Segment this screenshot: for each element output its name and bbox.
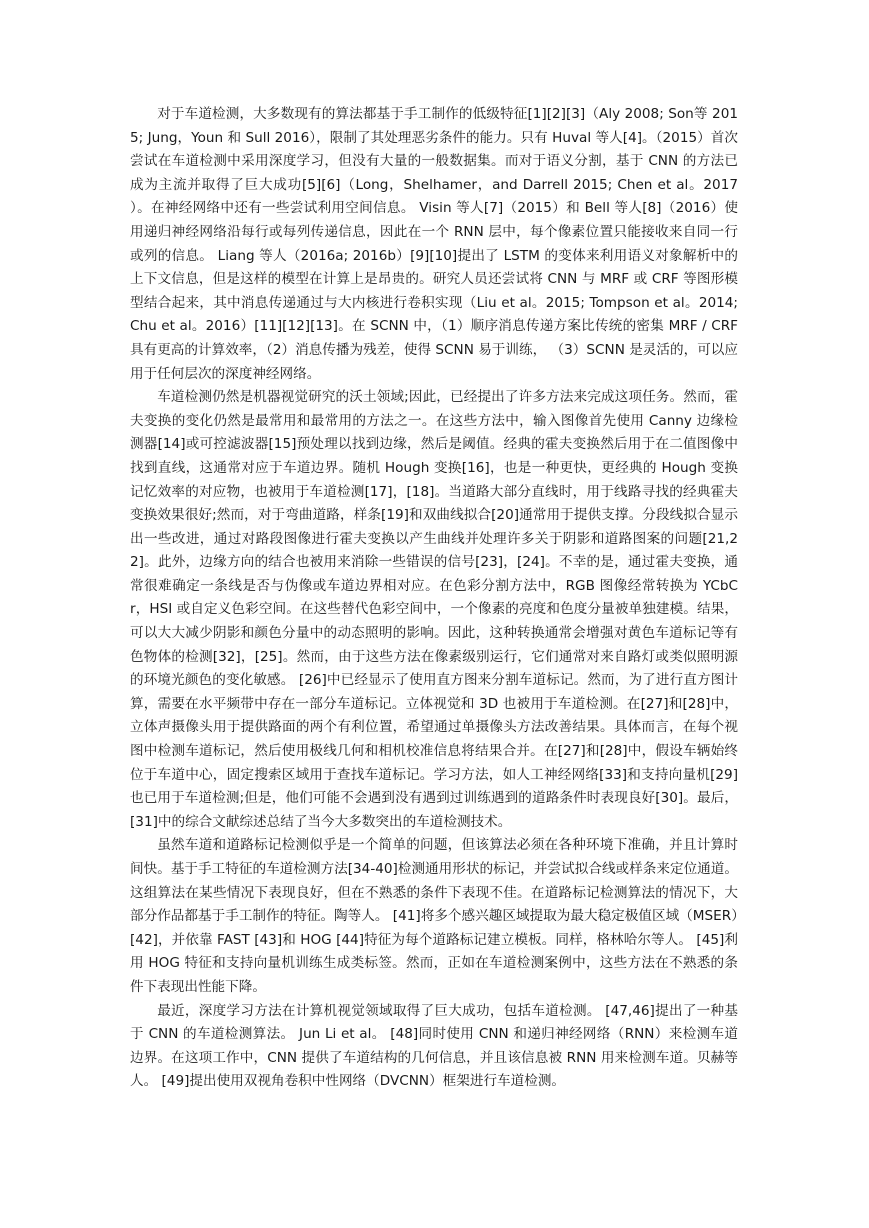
paragraph-deep-learning-methods: 最近，深度学习方法在计算机视觉领域取得了巨大成功，包括车道检测。 [47,46]提出了一种基于 CNN 的车道检测算法。 Jun Li et al。 [48]同时使用 CNN 和递归神经网络（RNN）来检测车道边界。在这项工作中，CNN 提供了车道结构的几何信息，并且该信息被 RNN 用来检测车道。贝赫等人。 [49]提出使用双视角卷积中性网络（DVCNN）框架进行车道检测。	[130, 1002, 738, 1090]
paragraph-related-work-lane-detection: 对于车道检测，大多数现有的算法都基于手工制作的低级特征[1][2][3]（Aly 2008; Son等 2015; Jung，Youn 和 Sull 2016），限制了其处理恶劣条件的能力。只有 Huval 等人[4]。（2015）首次尝试在车道检测中采用深度学习，但没有大量的一般数据集。而对于语义分割，基于 CNN 的方法已成为主流并取得了巨大成功[5][6]（Long，Shelhamer，and Darrell 2015; Chen et al。2017 ）。在神经网络中还有一些尝试利用空间信息。 Visin 等人[7]（2015）和 Bell 等人[8]（2016）使用递归神经网络沿每行或每列传递信息，因此在一个 RNN 层中，每个像素位置只能接收来自同一行或列的信息。 Liang 等人（2016a; 2016b）[9][10]提出了 LSTM 的变体来利用语义对象解析中的上下文信息，但是这样的模型在计算上是昂贵的。研究人员还尝试将 CNN 与 MRF 或 CRF 等图形模型结合起来，其中消息传递通过与大内核进行卷积实现（Liu et al。2015; Tompson et al。2014; Chu et al。2016）[11][12][13]。在 SCNN 中，（1）顺序消息传递方案比传统的密集 MRF / CRF 具有更高的计算效率，（2）消息传播为残差，使得 SCNN 易于训练， （3）SCNN 是灵活的，可以应用于任何层次的深度神经网络。	[130, 106, 738, 382]
document-body	[130, 103, 738, 1094]
paragraph-handcrafted-features: 虽然车道和道路标记检测似乎是一个简单的问题，但该算法必须在各种环境下准确，并且计算时间快。基于手工特征的车道检测方法[34-40]检测通用形状的标记，并尝试拟合线或样条来定位通道。这组算法在某些情况下表现良好，但在不熟悉的条件下表现不佳。在道路标记检测算法的情况下，大部分作品都基于手工制作的特征。陶等人。 [41]将多个感兴趣区域提取为最大稳定极值区域（MSER）[42]，并依靠 FAST [43]和 HOG [44]特征为每个道路标记建立模板。同样，格林哈尔等人。 [45]利用 HOG 特征和支持向量机训练生成类标签。然而，正如在车道检测案例中，这些方法在不熟悉的条件下表现出性能下降。	[130, 837, 738, 995]
paragraph-hough-transform-methods: 车道检测仍然是机器视觉研究的沃土领域;因此，已经提出了许多方法来完成这项任务。然而，霍夫变换的变化仍然是最常用和最常用的方法之一。在这些方法中，输入图像首先使用 Canny 边缘检测器[14]或可控滤波器[15]预处理以找到边缘，然后是阈值。经典的霍夫变换然后用于在二值图像中找到直线，这通常对应于车道边界。随机 Hough 变换[16]，也是一种更快，更经典的 Hough 变换记忆效率的对应物，也被用于车道检测[17]，[18]。当道路大部分直线时，用于线路寻找的经典霍夫变换效果很好;然而，对于弯曲道路，样条[19]和双曲线拟合[20]通常用于提供支撑。分段线拟合显示出一些改进，通过对路段图像进行霍夫变换以产生曲线并处理许多关于阴影和道路图案的问题[21,22]。此外，边缘方向的结合也被用来消除一些错误的信号[23]，[24]。不幸的是，通过霍夫变换，通常很难确定一条线是否与伪像或车道边界相对应。在色彩分割方法中，RGB 图像经常转换为 YCbCr，HSI 或自定义色彩空间。在这些替代色彩空间中，一个像素的亮度和色度分量被单独建模。结果，可以大大减少阴影和颜色分量中的动态照明的影响。因此，这种转换通常会增强对黄色车道标记等有色物体的检测[32]，[25]。然而，由于这些方法在像素级别运行，它们通常对来自路灯或类似照明源的环境光颜色的变化敏感。 [26]中已经显示了使用直方图来分割车道标记。然而，为了进行直方图计算，需要在水平频带中存在一部分车道标记。立体视觉和 3D 也被用于车道检测。在[27]和[28]中，立体声摄像头用于提供路面的两个有利位置，希望通过单摄像头方法改善结果。具体而言，在每个视图中检测车道标记，然后使用极线几何和相机校准信息将结果合并。在[27]和[28]中，假设车辆始终位于车道中心，固定搜索区域用于查找车道标记。学习方法，如人工神经网络[33]和支持向量机[29]也已用于车道检测;但是，他们可能不会遇到没有遇到过训练遇到的道路条件时表现良好[30]。最后，[31]中的综合文献综述总结了当今大多数突出的车道检测技术。	[130, 389, 738, 830]
